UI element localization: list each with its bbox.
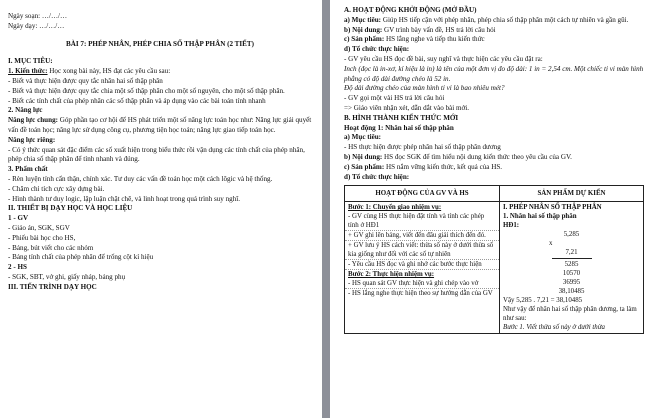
section-objectives: I. MỤC TIÊU: [8,57,53,66]
student-heading: 2 - HS [8,263,27,272]
table-header: HOẠT ĐỘNG CỦA GV VÀ HS [345,186,500,202]
specific-competence-item: - Có ý thức quan sát đặc điểm các số xuất hiện trong biểu thức rồi vận dụng các tính chất của phép nhân, phép chia số thập phân để tính nhanh và đúng. [8,145,305,164]
teacher-item: - Phiếu bài học cho HS, [8,233,76,242]
teacher-item: - Bảng tính chất của phép nhân để trống cột kí hiệu [8,253,154,262]
teacher-item: - Bảng, bút viết cho các nhóm [8,243,94,252]
text: HS lắng nghe và tiếp thu kiến thức [384,35,485,44]
table-text: 1. Nhân hai số thập phân [503,213,577,221]
knowledge-item: - Biết và thực hiện được quy tắc chia một số thập phân cho một số nguyên, cho một số thập phân. [8,86,285,95]
label: c) Sản phẩm: [344,35,385,44]
table-text: - HS quan sát GV thực hiện và ghi chép vào vở [345,279,499,289]
teacher-item: - Giáo án, SGK, SGV [8,223,70,232]
table-text: Như vậy để nhân hai số thập phân dương, ta làm như sau: [503,306,637,323]
right-page [330,0,650,418]
section-a-heading: A. HOẠT ĐỘNG KHỞI ĐỘNG (MỞ ĐẦU) [344,6,477,14]
quality-item: - Chăm chỉ tích cực xây dựng bài. [8,184,105,193]
label: b) Nội dung: [344,152,383,161]
section-process: III. TIẾN TRÌNH DẠY HỌC [8,282,97,291]
label: a) Mục tiêu: [344,15,382,24]
label: b) Nội dung: [344,25,383,34]
text: - HS thực hiện được phép nhân hai số thập phân dương [344,143,501,152]
step-label: Bước 2: Thực hiện nhiệm vụ: [348,271,435,279]
product: 38,10485 [558,288,585,296]
text: HS đọc SGK để tìm hiểu nội dung kiến thức theo yêu cầu của GV. [382,152,572,161]
text: GV trình bày vấn đề, HS trả lời câu hỏi [382,25,496,34]
text: Giúp HS tiếp cận với phép nhân, phép chia số thập phân một cách tự nhiên và gần gũi. [381,15,629,24]
prep-date: Ngày soạn: …/…/… [8,12,68,20]
knowledge-label: 1. Kiến thức: [8,67,48,76]
label: d) Tổ chức thực hiện: [344,172,410,181]
knowledge-item: - Biết các tính chất của phép nhân các số thập phân và áp dụng vào các bài toán tính nhanh [8,96,266,105]
activity-table [344,185,644,334]
table-text: HĐ1: [503,222,520,230]
section-equipment: II. THIẾT BỊ DẠY HỌC VÀ HỌC LIỆU [8,204,133,213]
table-header: SẢN PHẨM DỰ KIẾN [500,186,644,202]
label: c) Sản phẩm: [344,162,385,171]
partial-product: 36995 [562,279,581,287]
table-text: - GV cùng HS thực hiện đặt tính và tính các phép tính ở HĐ1 [345,212,499,231]
general-competence-text: Góp phần tạo cơ hội để HS phát triển một số năng lực toán học như: Năng lực giải quyết vấn đề toán học; năng lực sử dụng công cụ, phương tiện học toán; năng lực giao tiếp toán học. [8,116,312,134]
table-text: Bước 1. Viết thừa số này ở dưới thừa [503,324,605,332]
table-text: + GV ghi lên bảng, viết đến đâu giải thích đến đó. [345,231,499,241]
table-text: - Yêu cầu HS đọc và ghi nhớ các bước thực hiện [345,260,499,270]
multiplicand: 5,285 [563,231,580,239]
times-sign: x [549,240,553,248]
problem-text: Inch (đọc là in-xơ, kí hiệu là in) là tên của một đơn vị đo độ dài: 1 in = 2,54 cm. Một chiếc ti vi màn hình phẳng có độ dài đường chéo là 52 in. [344,64,644,83]
label: d) Tổ chức thực hiện: [344,45,410,54]
competence-heading: 2. Năng lực [8,106,43,115]
partial-product: 10570 [562,270,581,278]
activity-heading: Hoạt động 1: Nhân hai số thập phân [344,123,454,132]
text: HS nắm vững kiến thức, kết quả của HS. [384,162,503,171]
student-item: - SGK, SBT, vở ghi, giấy nháp, bảng phụ [8,272,126,281]
partial-product: 5285 [564,261,579,269]
label: a) Mục tiêu: [344,133,382,142]
text: - GV yêu cầu HS đọc đề bài, suy nghĩ và thực hiện các yêu cầu đặt ra: [344,54,543,63]
knowledge-text: Học xong bài này, HS đạt các yêu cầu sau: [47,67,171,76]
table-text: I. PHÉP NHÂN SỐ THẬP PHÂN [503,204,602,212]
left-page [0,0,322,418]
teach-date: Ngày dạy: …/…/… [8,21,65,30]
quality-item: - Rèn luyện tính cẩn thận, chính xác. Tư duy các vấn đề toán học một cách lôgic và hệ thống. [8,174,273,183]
teacher-heading: 1 - GV [8,214,29,223]
text: => Giáo viên nhận xét, dẫn dắt vào bài mới. [344,103,470,112]
specific-competence-label: Năng lực riêng: [8,135,56,144]
problem-question: Độ dài đường chéo của màn hình ti vi là bao nhiêu mét? [344,84,505,93]
step-label: Bước 1: Chuyển giao nhiệm vụ: [348,204,442,212]
lesson-title: BÀI 7: PHÉP NHÂN, PHÉP CHIA SỐ THẬP PHÂN (2 TIẾT) [66,39,254,48]
table-text: - HS lắng nghe thực hiện theo sự hướng dẫn của GV [348,290,493,298]
quality-heading: 3. Phẩm chất [8,165,48,174]
general-competence-label: Năng lực chung: [8,116,58,125]
text: - GV gọi một vài HS trả lời câu hỏi [344,94,445,103]
product-cell [500,202,644,334]
table-text: Vậy 5,285 . 7,21 = 38,10485 [503,297,583,305]
section-b-heading: B. HÌNH THÀNH KIẾN THỨC MỚI [344,113,459,122]
knowledge-item: - Biết và thực hiện được quy tắc nhân hai số thập phân [8,76,163,85]
rule [552,258,592,259]
table-text: + GV lưu ý HS cách viết: thừa số này ở dưới thừa số kia giống như đối với các số tự nhiên [345,241,499,260]
quality-item: - Hình thành tư duy logic, lập luận chặt chẽ, và linh hoạt trong quá trình suy nghĩ. [8,194,240,203]
multiplier: 7,21 [565,249,578,257]
teacher-student-cell [345,202,500,334]
